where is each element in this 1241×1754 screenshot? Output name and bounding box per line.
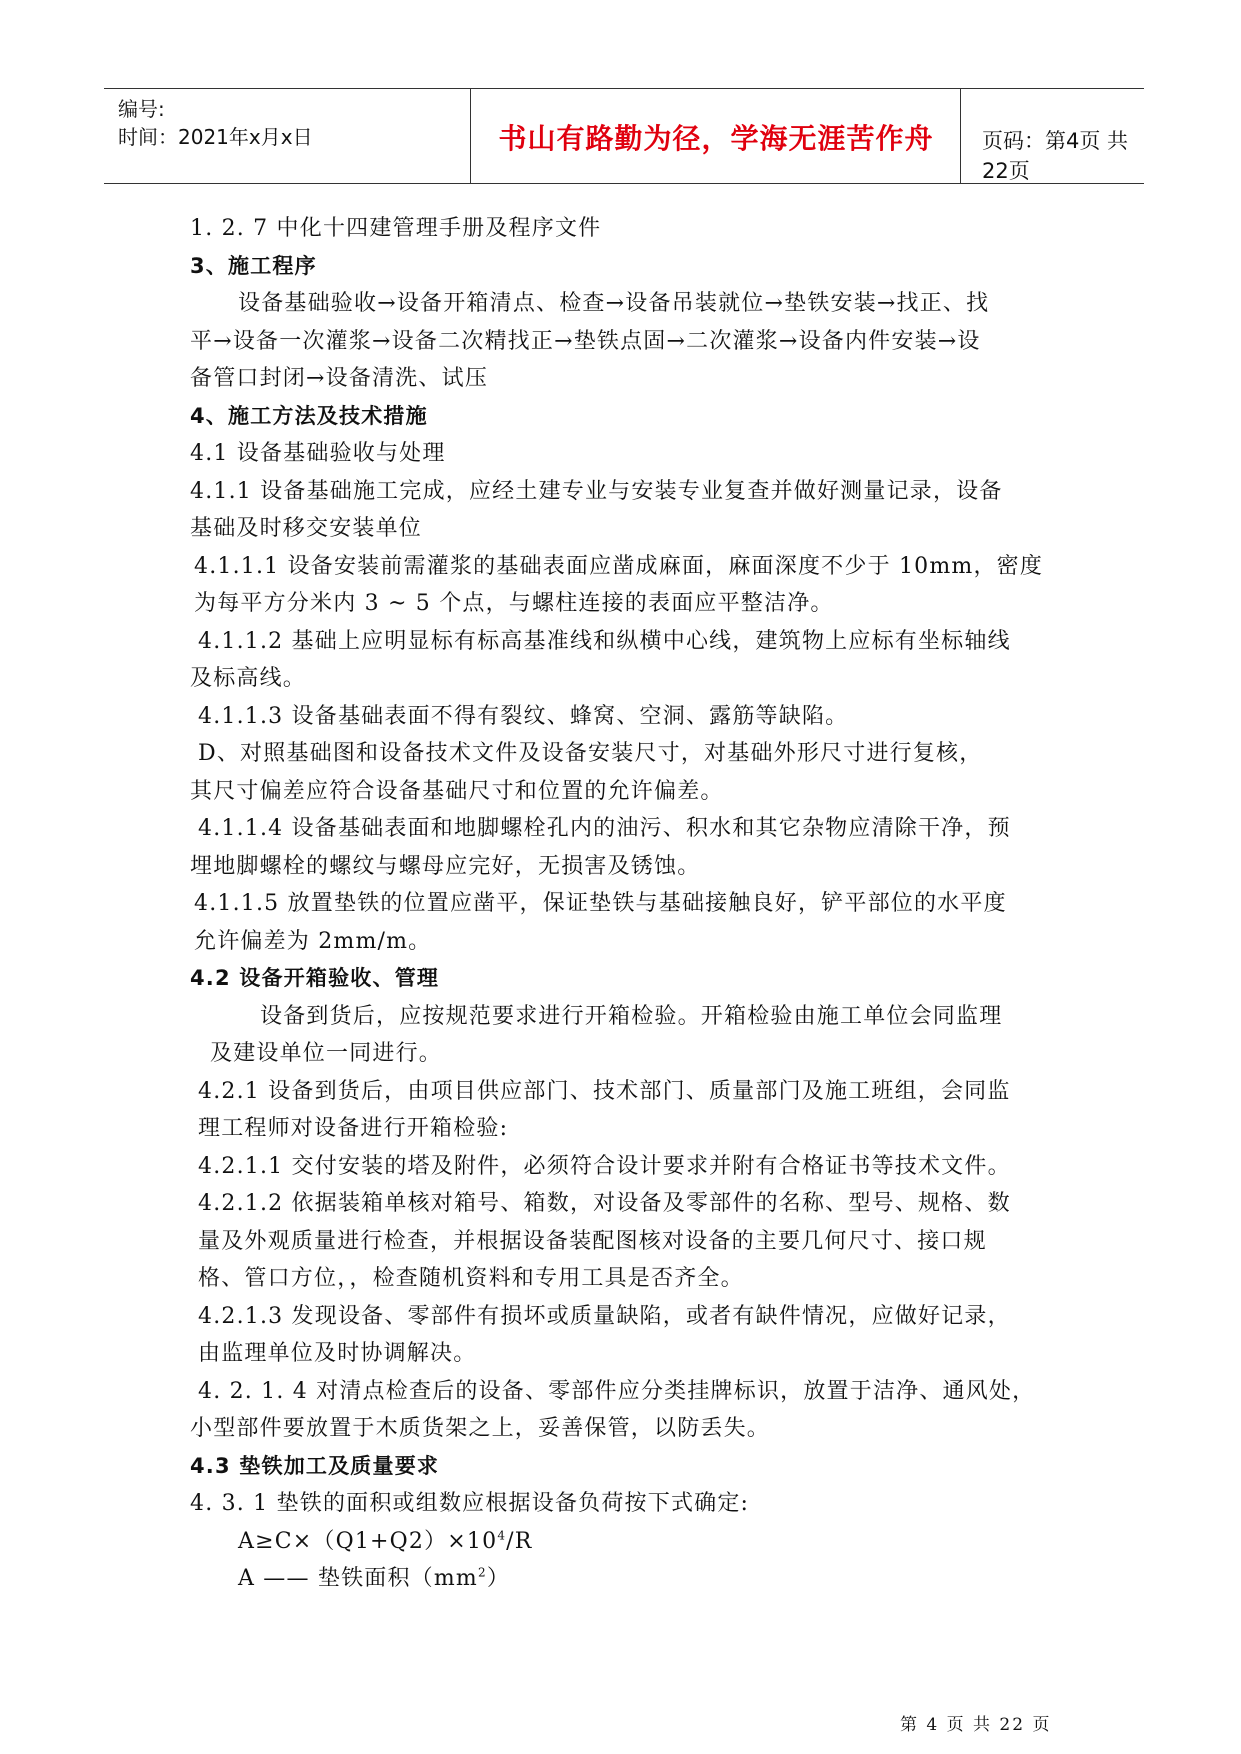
header-divider [470, 89, 471, 183]
body-line: 小型部件要放置于木质货架之上，妥善保管，以防丢失。 [190, 1416, 771, 1441]
body-line: 为每平方分米内 3 ~ 5 个点，与螺柱连接的表面应平整洁净。 [194, 591, 834, 616]
body-line: 及标高线。 [190, 666, 307, 691]
body-line: 4.1.1.4 设备基础表面和地脚螺栓孔内的油污、积水和其它杂物应清除干净，预 [198, 816, 1011, 841]
body-line: 4. 3. 1 垫铁的面积或组数应根据设备负荷按下式确定: [190, 1491, 750, 1516]
body-line: 其尺寸偏差应符合设备基础尺寸和位置的允许偏差。 [190, 778, 724, 804]
formula-text: /R [506, 1528, 533, 1554]
body-line: 4.2.1.3 发现设备、零部件有损坏或质量缺陷，或者有缺件情况，应做好记录， [198, 1303, 1011, 1329]
body-line: 4.1.1.1 设备安装前需灌浆的基础表面应凿成麻面，麻面深度不少于 10mm，密度 [194, 553, 1044, 579]
document-body [190, 210, 1070, 1598]
body-line: 4. 2. 1. 4 对清点检查后的设备、零部件应分类挂牌标识，放置于洁净、通风处， [198, 1378, 1036, 1404]
body-line: 由监理单位及时协调解决。 [198, 1341, 477, 1366]
page-footer: 第 4 页 共 22 页 [900, 1715, 1052, 1735]
body-line: 格、管口方位，，检查随机资料和专用工具是否齐全。 [198, 1266, 744, 1291]
section-heading: 4、施工方法及技术措施 [190, 403, 428, 428]
header-divider [960, 89, 961, 183]
page-header [104, 88, 1144, 184]
formula-superscript: 4 [497, 1528, 507, 1543]
body-line: 埋地脚螺栓的螺纹与螺母应完好，无损害及锈蚀。 [190, 853, 701, 879]
body-line: 4.1 设备基础验收与处理 [190, 441, 446, 466]
section-heading: 4.3 垫铁加工及质量要求 [190, 1453, 440, 1478]
header-meta [118, 95, 468, 151]
body-line: 4.2.1.2 依据装箱单核对箱号、箱数，对设备及零部件的名称、型号、规格、数 [198, 1191, 1011, 1216]
body-line: 量及外观质量进行检查，并根据设备装配图核对设备的主要几何尺寸、接口规 [198, 1228, 987, 1254]
body-line: 4.1.1.3 设备基础表面不得有裂纹、蜂窝、空洞、露筋等缺陷。 [198, 703, 849, 729]
body-line: 设备到货后，应按规范要求进行开箱检验。开箱检验由施工单位会同监理 [260, 1003, 1003, 1029]
body-line: D、对照基础图和设备技术文件及设备安装尺寸，对基础外形尺寸进行复核， [198, 741, 983, 766]
formula-text: ） [486, 1566, 511, 1591]
body-line: 1. 2. 7 中化十四建管理手册及程序文件 [190, 216, 602, 241]
page-label: 页码：第4页 共22页 [982, 129, 1129, 183]
body-line: 4.2.1 设备到货后，由项目供应部门、技术部门、质量部门及施工班组，会同监 [198, 1078, 1011, 1104]
body-line: 4.1.1.2 基础上应明显标有标高基准线和纵横中心线，建筑物上应标有坐标轴线 [198, 628, 1011, 654]
body-line: 允许偏差为 2mm/m。 [194, 928, 432, 954]
body-line: 4.1.1.5 放置垫铁的位置应凿平，保证垫铁与基础接触良好，铲平部位的水平度 [194, 891, 1007, 916]
formula-definition [190, 1560, 1070, 1598]
motto: 书山有路勤为径，学海无涯苦作舟 [498, 122, 934, 155]
section-heading: 4.2 设备开箱验收、管理 [190, 966, 440, 990]
body-line: 平→设备一次灌浆→设备二次精找正→垫铁点固→二次灌浆→设备内件安装→设 [190, 328, 981, 354]
body-line: 设备基础验收→设备开箱清点、检查→设备吊装就位→垫铁安装→找正、找 [238, 291, 990, 316]
body-line: 理工程师对设备进行开箱检验: [198, 1116, 509, 1141]
time-label: 时间：2021年x月x日 [118, 125, 313, 149]
number-label: 编号: [118, 97, 165, 121]
body-line: 备管口封闭→设备清洗、试压 [190, 366, 489, 391]
formula-line [190, 1523, 1070, 1561]
body-line: 基础及时移交安装单位 [190, 516, 423, 541]
body-line: 4.2.1.1 交付安装的塔及附件，必须符合设计要求并附有合格证书等技术文件。 [198, 1153, 1011, 1179]
formula-superscript: 2 [478, 1565, 487, 1580]
section-heading: 3、施工程序 [190, 253, 317, 278]
body-line: 及建设单位一同进行。 [210, 1041, 443, 1066]
body-line: 4.1.1 设备基础施工完成，应经土建专业与安装专业复查并做好测量记录，设备 [190, 478, 1003, 504]
formula-text: A≥C×（Q1+Q2）×10 [238, 1528, 498, 1554]
formula-text: A —— 垫铁面积（mm [238, 1566, 478, 1591]
